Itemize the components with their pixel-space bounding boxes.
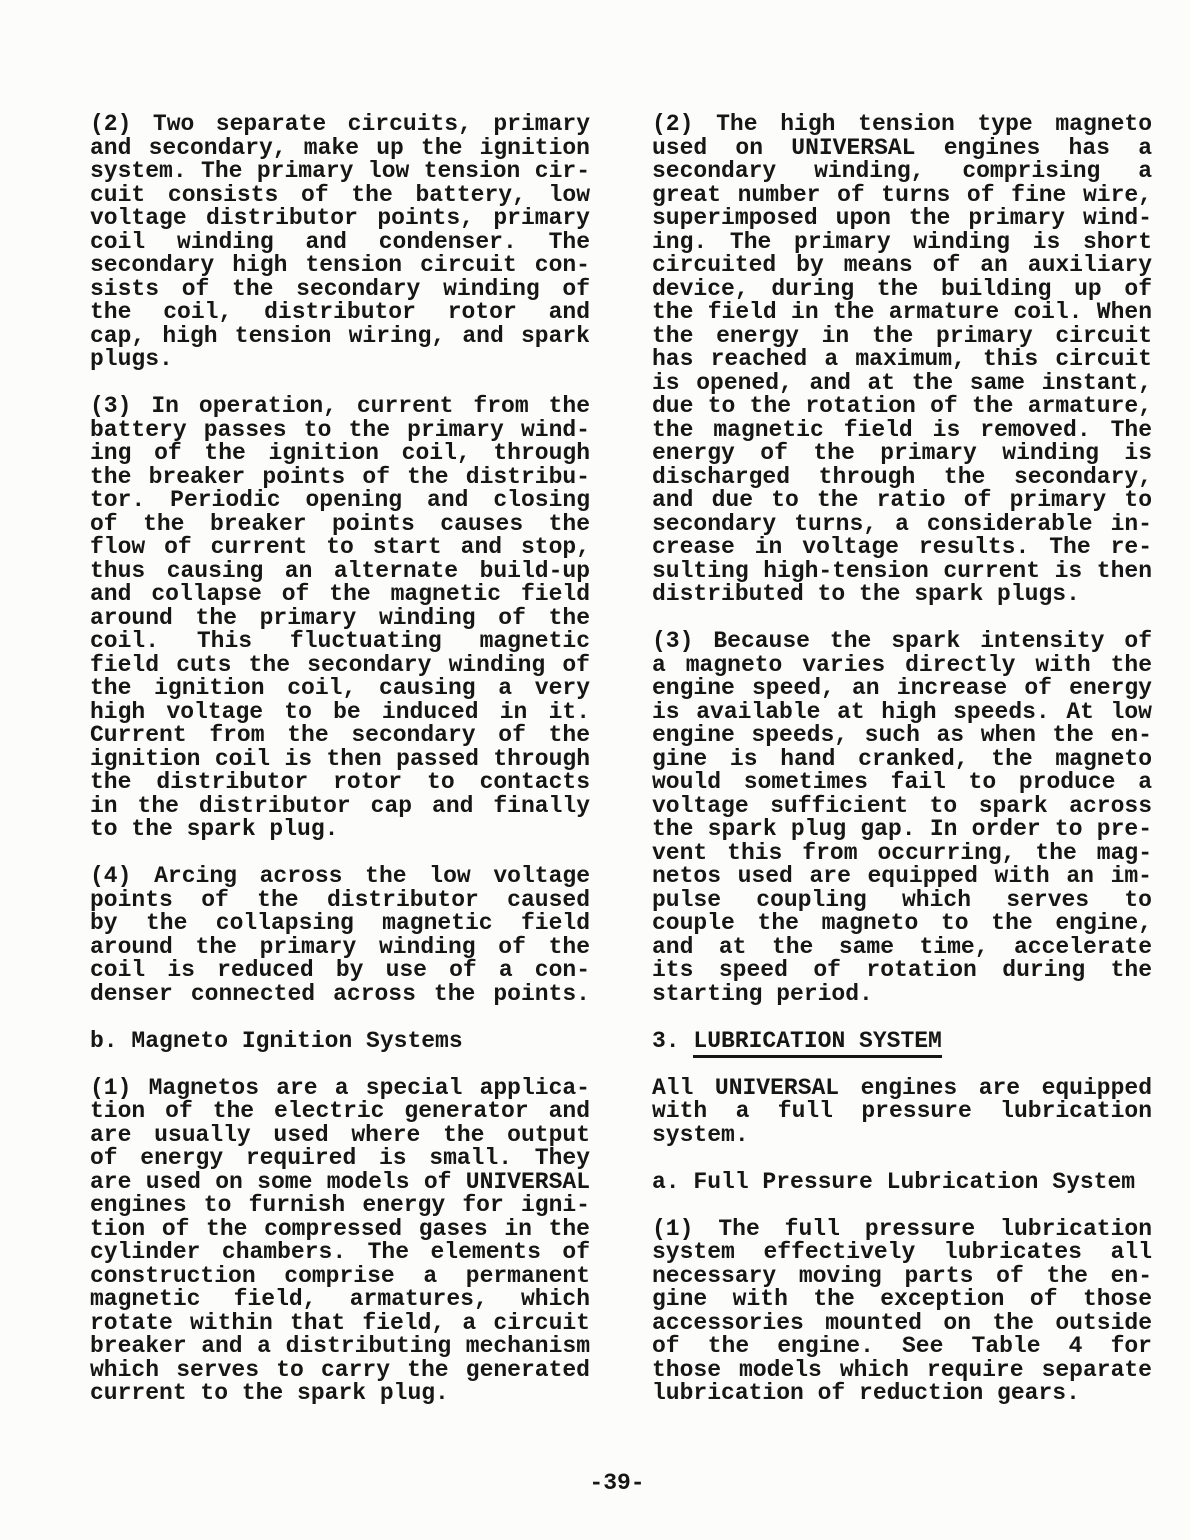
section-title-underline: LUBRICATION SYSTEM bbox=[693, 1028, 941, 1058]
text-line: flow of current to start and stop, bbox=[90, 534, 590, 560]
text-line: voltage distributor points, primary bbox=[90, 205, 590, 231]
paragraph bbox=[90, 395, 590, 842]
text-line: the coil, distributor rotor and bbox=[90, 299, 590, 325]
text-line: circuited by means of an auxiliary bbox=[652, 252, 1152, 278]
text-line: couple the magneto to the engine, bbox=[652, 910, 1152, 936]
text-line: system effectively lubricates all bbox=[652, 1239, 1152, 1265]
text-line: crease in voltage results. The re- bbox=[652, 534, 1152, 560]
text-line: denser connected across the points. bbox=[90, 980, 590, 1007]
text-line: ing of the ignition coil, through bbox=[90, 440, 590, 466]
text-line: are usually used where the output bbox=[90, 1121, 590, 1148]
text-line: secondary winding, comprising a bbox=[652, 158, 1152, 184]
text-line: the energy in the primary circuit bbox=[652, 322, 1152, 349]
paragraph bbox=[652, 113, 1152, 607]
heading bbox=[90, 1027, 590, 1054]
paragraph bbox=[652, 1215, 1152, 1406]
text-line: breaker and a distributing mechanism bbox=[90, 1333, 590, 1359]
text-line: cuit consists of the battery, low bbox=[90, 181, 590, 208]
text-line: engine speeds, such as when the en- bbox=[652, 722, 1152, 748]
heading bbox=[652, 1168, 1152, 1195]
text-line: has reached a maximum, this circuit bbox=[652, 346, 1152, 372]
text-line: device, during the building up of bbox=[652, 275, 1152, 302]
text-line: lubrication of reduction gears. bbox=[652, 1380, 1080, 1406]
paragraph bbox=[652, 1074, 1152, 1148]
text-line: would sometimes fail to produce a bbox=[652, 769, 1152, 795]
text-line: distributed to the spark plugs. bbox=[652, 581, 1080, 607]
text-line: gine is hand cranked, the magneto bbox=[652, 745, 1152, 772]
text-line: starting period. bbox=[652, 980, 873, 1007]
text-line: and secondary, make up the ignition bbox=[90, 134, 590, 161]
text-line: sists of the secondary winding of bbox=[90, 275, 590, 302]
text-line: the magnetic field is removed. The bbox=[652, 416, 1152, 443]
text-line: the field in the armature coil. When bbox=[652, 299, 1152, 325]
right-column bbox=[652, 113, 1152, 1429]
text-line: is opened, and at the same instant, bbox=[652, 369, 1152, 396]
text-line: secondary high tension circuit con- bbox=[90, 252, 590, 278]
text-line: points of the distributor caused bbox=[90, 886, 590, 913]
text-line: (1) Magnetos are a special applica- bbox=[90, 1074, 590, 1101]
left-column bbox=[90, 113, 590, 1429]
text-line: due to the rotation of the armature, bbox=[652, 393, 1152, 419]
text-line: by the collapsing magnetic field bbox=[90, 910, 590, 936]
text-line: a magneto varies directly with the bbox=[652, 651, 1152, 678]
text-line: plugs. bbox=[90, 346, 173, 372]
text-line: in the distributor cap and finally bbox=[90, 792, 590, 819]
text-line: current to the spark plug. bbox=[90, 1380, 449, 1406]
text-line: magnetic field, armatures, which bbox=[90, 1286, 590, 1312]
text-line: system. bbox=[652, 1121, 749, 1148]
text-line: which serves to carry the generated bbox=[90, 1356, 590, 1383]
text-line: tion of the compressed gases in the bbox=[90, 1215, 590, 1242]
text-line: ing. The primary winding is short bbox=[652, 228, 1152, 255]
paragraph bbox=[90, 1074, 590, 1406]
text-line: superimposed upon the primary wind- bbox=[652, 205, 1152, 231]
text-line: engine speed, an increase of energy bbox=[652, 675, 1152, 701]
text-line: system. The primary low tension cir- bbox=[90, 158, 590, 184]
text-line: cap, high tension wiring, and spark bbox=[90, 322, 590, 349]
text-line: All UNIVERSAL engines are equipped bbox=[652, 1074, 1152, 1101]
text-line: and at the same time, accelerate bbox=[652, 933, 1152, 960]
text-line: are used on some models of UNIVERSAL bbox=[90, 1168, 590, 1195]
text-line: vent this from occurring, the mag- bbox=[652, 839, 1152, 866]
text-line: energy of the primary winding is bbox=[652, 440, 1152, 466]
paragraph bbox=[90, 865, 590, 1006]
page-number: -39- bbox=[589, 1470, 645, 1496]
text-line: its speed of rotation during the bbox=[652, 957, 1152, 983]
text-line: b. Magneto Ignition Systems bbox=[90, 1027, 463, 1054]
text-line: (2) The high tension type magneto bbox=[652, 111, 1152, 137]
text-line: Current from the secondary of the bbox=[90, 722, 590, 748]
section-heading bbox=[652, 1027, 1152, 1054]
text-line: of energy required is small. They bbox=[90, 1145, 590, 1171]
text-line: engines to furnish energy for igni- bbox=[90, 1192, 590, 1218]
text-line: used on UNIVERSAL engines has a bbox=[652, 134, 1152, 161]
text-line: to the spark plug. bbox=[90, 816, 339, 842]
paragraph bbox=[90, 113, 590, 372]
text-line: those models which require separate bbox=[652, 1356, 1152, 1383]
text-line: pulse coupling which serves to bbox=[652, 886, 1152, 913]
text-line: of the engine. See Table 4 for bbox=[652, 1333, 1152, 1359]
text-line: ignition coil is then passed through bbox=[90, 745, 590, 772]
text-line: necessary moving parts of the en- bbox=[652, 1262, 1152, 1289]
text-line: tor. Periodic opening and closing bbox=[90, 487, 590, 513]
text-line: around the primary winding of the bbox=[90, 933, 590, 960]
text-line: discharged through the secondary, bbox=[652, 463, 1152, 490]
text-line: with a full pressure lubrication bbox=[652, 1098, 1152, 1124]
text-line: cylinder chambers. The elements of bbox=[90, 1239, 590, 1265]
text-line: the spark plug gap. In order to pre- bbox=[652, 816, 1152, 842]
text-line: the ignition coil, causing a very bbox=[90, 675, 590, 701]
text-line: rotate within that field, a circuit bbox=[90, 1309, 590, 1336]
text-line: construction comprise a permanent bbox=[90, 1262, 590, 1289]
text-line: (1) The full pressure lubrication bbox=[652, 1215, 1152, 1242]
text-line: coil. This fluctuating magnetic bbox=[90, 628, 590, 654]
text-line: battery passes to the primary wind- bbox=[90, 416, 590, 443]
text-line: and due to the ratio of primary to bbox=[652, 487, 1152, 513]
paragraph bbox=[652, 630, 1152, 1006]
text-line: the distributor rotor to contacts bbox=[90, 769, 590, 795]
text-line: of the breaker points causes the bbox=[90, 510, 590, 537]
text-line: is available at high speeds. At low bbox=[652, 698, 1152, 725]
text-line: tion of the electric generator and bbox=[90, 1098, 590, 1124]
text-line: field cuts the secondary winding of bbox=[90, 651, 590, 678]
text-line: (2) Two separate circuits, primary bbox=[90, 111, 590, 137]
text-line: voltage sufficient to spark across bbox=[652, 792, 1152, 819]
text-line: gine with the exception of those bbox=[652, 1286, 1152, 1312]
text-line: (3) Because the spark intensity of bbox=[652, 628, 1152, 654]
text-line: high voltage to be induced in it. bbox=[90, 698, 590, 725]
text-line: the breaker points of the distribu- bbox=[90, 463, 590, 490]
text-line: secondary turns, a considerable in- bbox=[652, 510, 1152, 537]
text-line: (3) In operation, current from the bbox=[90, 393, 590, 419]
text-line: accessories mounted on the outside bbox=[652, 1309, 1152, 1336]
text-columns bbox=[90, 113, 1152, 1429]
section-heading-line bbox=[652, 1027, 1152, 1054]
text-line: great number of turns of fine wire, bbox=[652, 181, 1152, 208]
text-line: netos used are equipped with an im- bbox=[652, 863, 1152, 889]
text-line: coil winding and condenser. The bbox=[90, 228, 590, 255]
text-line: sulting high-tension current is then bbox=[652, 557, 1152, 584]
text-line: (4) Arcing across the low voltage bbox=[90, 863, 590, 889]
text-line: coil is reduced by use of a con- bbox=[90, 957, 590, 983]
section-number: 3. bbox=[652, 1027, 694, 1054]
text-line: around the primary winding of the bbox=[90, 604, 590, 631]
text-line: thus causing an alternate build-up bbox=[90, 557, 590, 584]
text-line: a. Full Pressure Lubrication System bbox=[652, 1168, 1136, 1195]
text-line: and collapse of the magnetic field bbox=[90, 581, 590, 607]
